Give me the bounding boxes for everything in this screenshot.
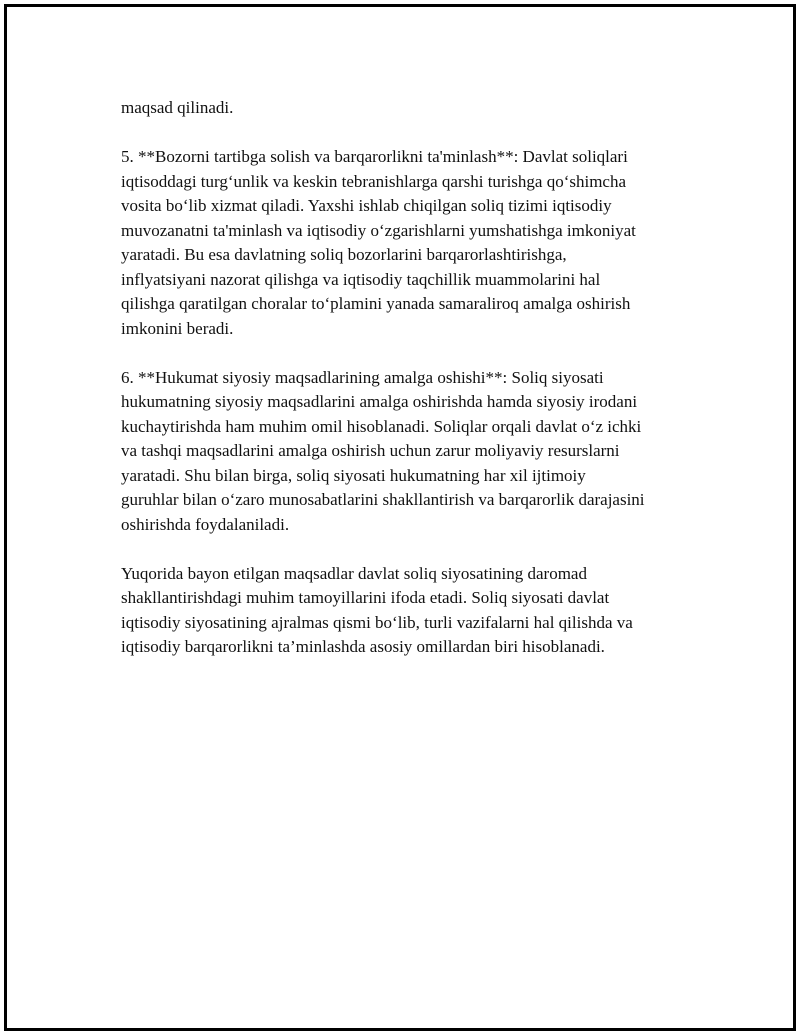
document-body [121, 96, 706, 684]
document-page [4, 4, 796, 1031]
paragraph-continuation: maqsad qilinadi. [121, 98, 234, 117]
paragraph-item-6: 6. **Hukumat siyosiy maqsadlarining amalga oshishi**: Soliq siyosati hukumatning siyosiy maqsadlarini amalga oshirishda hamda siyosiy irodani kuchaytirishda ham muhim omil hisoblanadi. Soliqlar orqali davlat o‘z ichki va tashqi maqsadlarini amalga oshirish uchun zarur moliyaviy resurslarni yaratadi. Shu bilan birga, soliq siyosati hukumatning har xil ijtimoiy guruhlar bilan o‘zaro munosabatlarini shakllantirish va barqarorlik darajasini oshirishda foydalaniladi. [121, 367, 645, 534]
paragraph-conclusion: Yuqorida bayon etilgan maqsadlar davlat soliq siyosatining daromad shakllantirishdagi muhim tamoyillarini ifoda etadi. Soliq siyosati davlat iqtisodiy siyosatining ajralmas qismi bo‘lib, turli vazifalarni hal qilishda va iqtisodiy barqarorlikni ta’minlashda asosiy omillardan biri hisoblanadi. [121, 563, 633, 656]
paragraph-item-5: 5. **Bozorni tartibga solish va barqarorlikni ta'minlash**: Davlat soliqlari iqtisoddagi turg‘unlik va keskin tebranishlarga qarshi turishga qo‘shimcha vosita bo‘lib xizmat qiladi. Yaxshi ishlab chiqilgan soliq tizimi iqtisodiy muvozanatni ta'minlash va iqtisodiy o‘zgarishlarni yumshatishga imkoniyat yaratadi. Bu esa davlatning soliq bozorlarini barqarorlashtirishga, inflyatsiyani nazorat qilishga va iqtisodiy taqchillik muammolarini hal qilishga qaratilgan choralar to‘plamini yanada samaraliroq amalga oshirish imkonini beradi. [121, 147, 636, 338]
